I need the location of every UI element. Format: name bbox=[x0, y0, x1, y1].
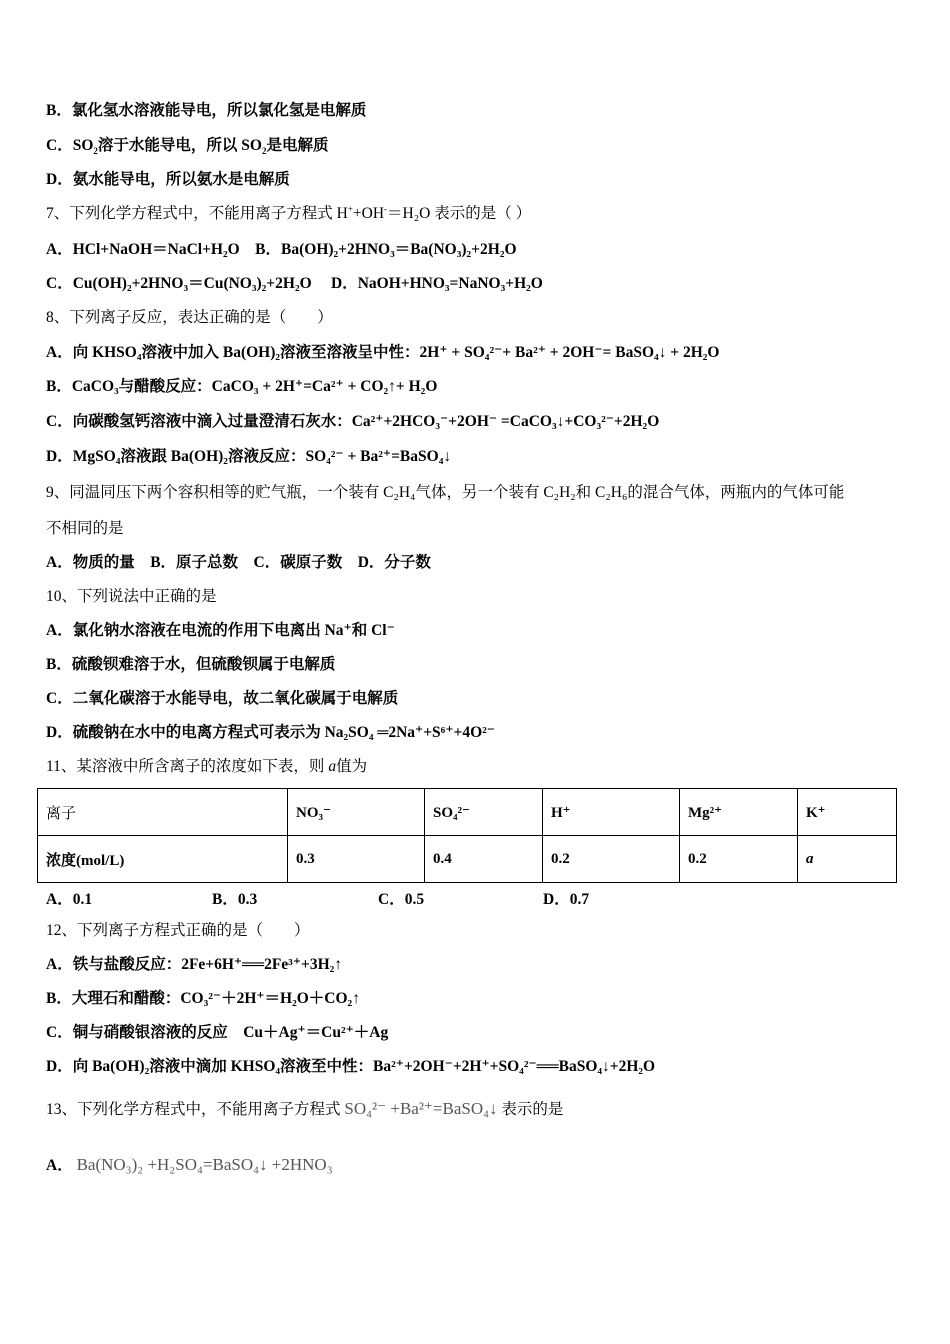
table-header-cell: 离子 bbox=[38, 789, 288, 836]
q13-stem-post: 表示的是 bbox=[501, 1101, 564, 1118]
q13-stem-pre: 13、下列化学方程式中，不能用离子方程式 bbox=[46, 1101, 341, 1118]
table-row bbox=[38, 836, 897, 883]
table-cell: 0.2 bbox=[680, 836, 798, 883]
q13-ionic-formula: SO₄²⁻ +Ba²⁺=BaSO₄↓ bbox=[344, 1099, 498, 1118]
table-header-cell: H⁺ bbox=[543, 789, 680, 836]
table-cell: 0.3 bbox=[288, 836, 425, 883]
q7-stem-post: ＝H₂O 表示的是（ ） bbox=[387, 205, 532, 222]
q10-option-b: B．硫酸钡难溶于水，但硫酸钡属于电解质 bbox=[46, 656, 336, 673]
q6-option-c: C．$SO_2$溶于水能导电，所以 $SO_2$是电解质 bbox=[46, 137, 329, 157]
q12-option-c: C．铜与硝酸银溶液的反应 Cu＋Ag⁺＝Cu²⁺＋Ag bbox=[46, 1024, 389, 1041]
q8-option-a: A．向 KHSO₄溶液中加入 Ba(OH)₂溶液至溶液呈中性：2H⁺ + SO₄²⁻+ Ba²⁺ + 2OH⁻= BaSO₄↓ + 2H₂O bbox=[46, 344, 720, 361]
q10-option-a: A．氯化钠水溶液在电流的作用下电离出 Na⁺和 Cl⁻ bbox=[46, 622, 395, 639]
q7-options-cd: C．Cu(OH)₂+2HNO₃＝Cu(NO₃)₂+2H₂O D．NaOH+HNO₃=NaNO₃+H₂O bbox=[46, 275, 543, 292]
q7-options-ab: A．HCl+NaOH＝NaCl+H₂O B．Ba(OH)₂+2HNO₃＝Ba(NO₃)₂+2H₂O bbox=[46, 241, 517, 258]
q6-option-c-mid: 溶于水能导电，所以 SO bbox=[97, 137, 262, 154]
table-header-cell: K⁺ bbox=[798, 789, 897, 836]
table-row-label: 浓度(mol/L) bbox=[38, 836, 288, 883]
q13-option-a-label: A． bbox=[46, 1157, 73, 1174]
q10-option-c: C．二氧化碳溶于水能导电，故二氧化碳属于电解质 bbox=[46, 690, 399, 707]
q6-option-d: D．氨水能导电，所以氨水是电解质 bbox=[46, 171, 290, 188]
q6-option-c-post: 是电解质 bbox=[266, 137, 329, 154]
q12-option-d: D．向 Ba(OH)₂溶液中滴加 KHSO₄溶液至中性：Ba²⁺+2OH⁻+2H⁺+SO₄²⁻══BaSO₄↓+2H₂O bbox=[46, 1058, 656, 1075]
table-cell: 0.2 bbox=[543, 836, 680, 883]
q8-option-d: D．MgSO₄溶液跟 Ba(OH)₂溶液反应：SO₄²⁻ + Ba²⁺=BaSO₄↓ bbox=[46, 448, 452, 465]
q7-stem-pre: 7、下列化学方程式中，不能用离子方程式 H bbox=[46, 205, 348, 222]
table-cell: a bbox=[798, 836, 897, 883]
q13-option-a-formula: Ba(NO₃)₂ +H₂SO₄=BaSO₄↓ +2HNO₃ bbox=[76, 1155, 333, 1174]
q9-stem-line1: 9、同温同压下两个容积相等的贮气瓶，一个装有 C₂H₄气体，另一个装有 C₂H₂和 C₂H₆的混合气体，两瓶内的气体可能 bbox=[46, 484, 845, 501]
ion-concentration-table bbox=[37, 788, 897, 883]
q6-option-c-pre: C．SO bbox=[46, 137, 94, 154]
q11-stem-post: 值为 bbox=[336, 758, 368, 775]
q12-option-a: A．铁与盐酸反应：2Fe+6H⁺══2Fe³⁺+3H₂↑ bbox=[46, 956, 343, 973]
q11-stem-variable: a bbox=[328, 758, 337, 775]
q10-option-d: D．硫酸钠在水中的电离方程式可表示为 Na₂SO₄ ═2Na⁺+S⁶⁺+4O²⁻ bbox=[46, 724, 495, 741]
q7-stem: 7、下列化学方程式中，不能用离子方程式 H++OH-＝H₂O 表示的是（ ） bbox=[46, 203, 532, 222]
table-header-cell: SO₄²⁻ bbox=[425, 789, 543, 836]
q6-option-b: B．氯化氢水溶液能导电，所以氯化氢是电解质 bbox=[46, 102, 367, 119]
q10-stem: 10、下列说法中正确的是 bbox=[46, 588, 217, 605]
table-header-cell: NO₃⁻ bbox=[288, 789, 425, 836]
q11-stem-pre: 11、某溶液中所含离子的浓度如下表，则 bbox=[46, 758, 325, 775]
q7-stem-mid: +OH bbox=[352, 205, 385, 222]
q13-option-a bbox=[46, 1152, 333, 1179]
q8-option-c: C．向碳酸氢钙溶液中滴入过量澄清石灰水：Ca²⁺+2HCO₃⁻+2OH⁻ =CaCO₃↓+CO₃²⁻+2H₂O bbox=[46, 413, 660, 430]
q12-option-b: B．大理石和醋酸：CO₃²⁻＋2H⁺＝H₂O＋CO₂↑ bbox=[46, 990, 360, 1007]
q11-option-d: D．0.7 bbox=[543, 891, 590, 908]
q9-options: A．物质的量 B．原子总数 C．碳原子数 D．分子数 bbox=[46, 554, 431, 571]
q9-stem-line2: 不相同的是 bbox=[46, 520, 124, 537]
q11-option-b: B．0.3 bbox=[212, 891, 258, 908]
q11-option-a: A．0.1 bbox=[46, 891, 93, 908]
table-header-row bbox=[38, 789, 897, 836]
table-header-cell: Mg²⁺ bbox=[680, 789, 798, 836]
q11-option-c: C．0.5 bbox=[378, 891, 425, 908]
q8-option-b: B．CaCO₃与醋酸反应：CaCO₃ + 2H⁺=Ca²⁺ + CO₂↑+ H₂O bbox=[46, 378, 438, 395]
q13-stem bbox=[46, 1096, 563, 1123]
q12-stem: 12、下列离子方程式正确的是（ ） bbox=[46, 922, 310, 939]
q8-stem: 8、下列离子反应，表达正确的是（ ） bbox=[46, 309, 333, 326]
q11-stem bbox=[46, 757, 367, 777]
table-cell: 0.4 bbox=[425, 836, 543, 883]
